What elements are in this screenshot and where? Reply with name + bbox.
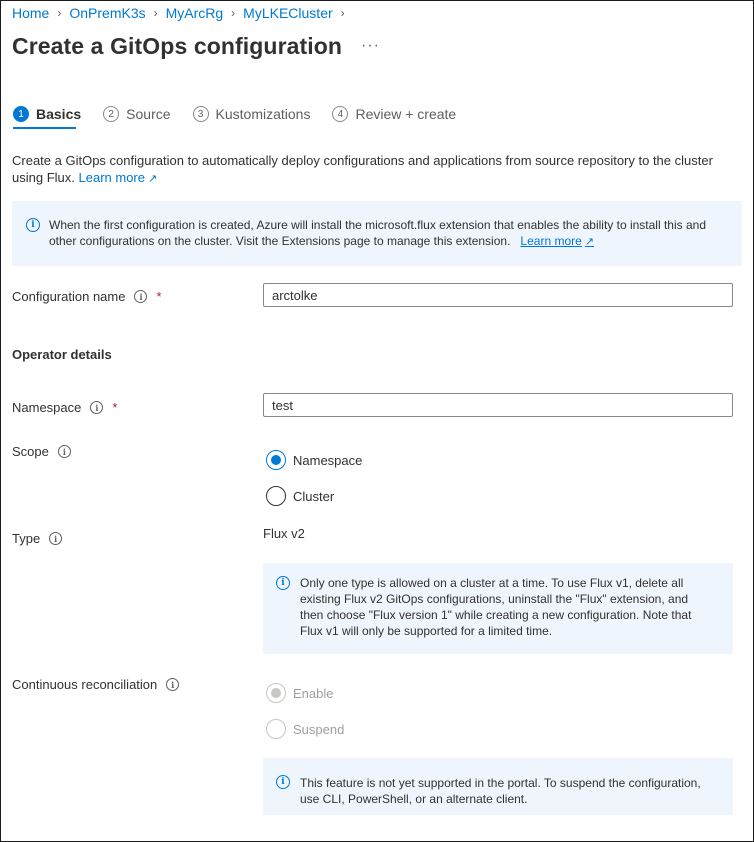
info-tooltip-icon[interactable]: i bbox=[49, 532, 62, 545]
continuous-reconciliation-label bbox=[12, 677, 179, 692]
breadcrumb bbox=[12, 5, 353, 21]
required-marker: * bbox=[156, 289, 162, 304]
learn-more-link[interactable] bbox=[79, 170, 158, 185]
breadcrumb-onpremk3s[interactable]: OnPremK3s bbox=[69, 5, 146, 21]
active-tab-indicator bbox=[13, 127, 76, 129]
info-tooltip-icon[interactable]: i bbox=[134, 290, 147, 303]
info-text bbox=[49, 217, 729, 250]
tab-source[interactable] bbox=[103, 106, 170, 122]
step-number-icon: 2 bbox=[103, 106, 119, 122]
external-link-icon: ↗ bbox=[584, 236, 595, 248]
flux-extension-info-banner bbox=[12, 201, 742, 266]
info-icon: i bbox=[276, 576, 290, 590]
radio-button[interactable] bbox=[266, 719, 286, 739]
label-text: Namespace bbox=[12, 400, 82, 415]
breadcrumb-mylkecluster[interactable]: MyLKECluster bbox=[243, 5, 333, 21]
label-text: Continuous reconciliation bbox=[12, 677, 158, 692]
scope-radio-cluster[interactable] bbox=[266, 486, 334, 506]
namespace-label bbox=[12, 400, 117, 415]
namespace-input[interactable] bbox=[263, 393, 733, 417]
label-text: Type bbox=[12, 531, 41, 546]
info-message: Only one type is allowed on a cluster at a time. To use Flux v1, delete all existing Flux v2 GitOps configurations, uninstall the "Flux" extension, and then choose "Flux version 1" while creating a new configuration. Note that Flux v1 will only be supported for a limited time. bbox=[300, 576, 692, 638]
tab-basics[interactable] bbox=[13, 106, 81, 122]
radio-label: Cluster bbox=[293, 488, 335, 504]
info-learn-more-label: Learn more bbox=[520, 234, 582, 248]
type-value: Flux v2 bbox=[263, 526, 305, 541]
chevron-right-icon: › bbox=[340, 6, 345, 20]
label-text: Configuration name bbox=[12, 289, 126, 304]
reconciliation-radio-enable[interactable] bbox=[266, 683, 333, 703]
radio-label: Enable bbox=[293, 685, 334, 701]
step-number-icon: 3 bbox=[193, 106, 209, 122]
chevron-right-icon: › bbox=[57, 6, 62, 20]
breadcrumb-myarcrg[interactable]: MyArcRg bbox=[165, 5, 224, 21]
chevron-right-icon: › bbox=[231, 6, 236, 20]
radio-label: Suspend bbox=[293, 721, 345, 737]
breadcrumb-home[interactable]: Home bbox=[12, 5, 50, 21]
radio-button[interactable] bbox=[266, 450, 286, 470]
page-title: Create a GitOps configuration bbox=[12, 33, 343, 59]
description-text: Create a GitOps configuration to automatically deploy configurations and applications from source repository to the cluster using Flux. bbox=[12, 153, 713, 185]
external-link-icon: ↗ bbox=[147, 173, 158, 185]
scope-label bbox=[12, 444, 71, 459]
reconciliation-radio-suspend[interactable] bbox=[266, 719, 344, 739]
info-message: When the first configuration is created, Azure will install the microsoft.flux extension that enables the ability to install this and other configurations on the cluster. Visit the Extensions page to manage this extension. bbox=[49, 218, 706, 248]
info-tooltip-icon[interactable]: i bbox=[90, 401, 103, 414]
tab-kustomizations[interactable] bbox=[193, 106, 311, 122]
radio-label: Namespace bbox=[293, 452, 363, 468]
info-learn-more-link[interactable] bbox=[520, 234, 594, 248]
learn-more-label: Learn more bbox=[78, 170, 145, 185]
more-options-icon[interactable]: ··· bbox=[361, 37, 380, 54]
wizard-steps bbox=[13, 106, 478, 122]
step-label: Source bbox=[126, 106, 171, 122]
info-icon: i bbox=[26, 218, 40, 232]
info-tooltip-icon[interactable]: i bbox=[58, 445, 71, 458]
configuration-name-input[interactable] bbox=[263, 283, 733, 307]
configuration-name-label bbox=[12, 289, 162, 304]
info-message: This feature is not yet supported in the portal. To suspend the configuration, use CLI, PowerShell, or an alternate client. bbox=[300, 776, 701, 806]
radio-button[interactable] bbox=[266, 486, 286, 506]
chevron-right-icon: › bbox=[153, 6, 158, 20]
page-description bbox=[12, 152, 742, 188]
tab-review-create[interactable] bbox=[332, 106, 456, 122]
step-label: Review + create bbox=[355, 106, 457, 122]
scope-radio-namespace[interactable] bbox=[266, 450, 362, 470]
step-label: Basics bbox=[36, 106, 82, 122]
info-tooltip-icon[interactable]: i bbox=[166, 678, 179, 691]
info-icon: i bbox=[276, 775, 290, 789]
step-number-icon: 1 bbox=[13, 106, 29, 122]
step-number-icon: 4 bbox=[332, 106, 348, 122]
radio-button[interactable] bbox=[266, 683, 286, 703]
operator-details-heading: Operator details bbox=[12, 347, 112, 362]
reconciliation-info-banner bbox=[263, 758, 733, 815]
type-label bbox=[12, 531, 62, 546]
required-marker: * bbox=[112, 400, 118, 415]
label-text: Scope bbox=[12, 444, 49, 459]
flux-type-info-banner bbox=[263, 563, 733, 654]
step-label: Kustomizations bbox=[215, 106, 311, 122]
